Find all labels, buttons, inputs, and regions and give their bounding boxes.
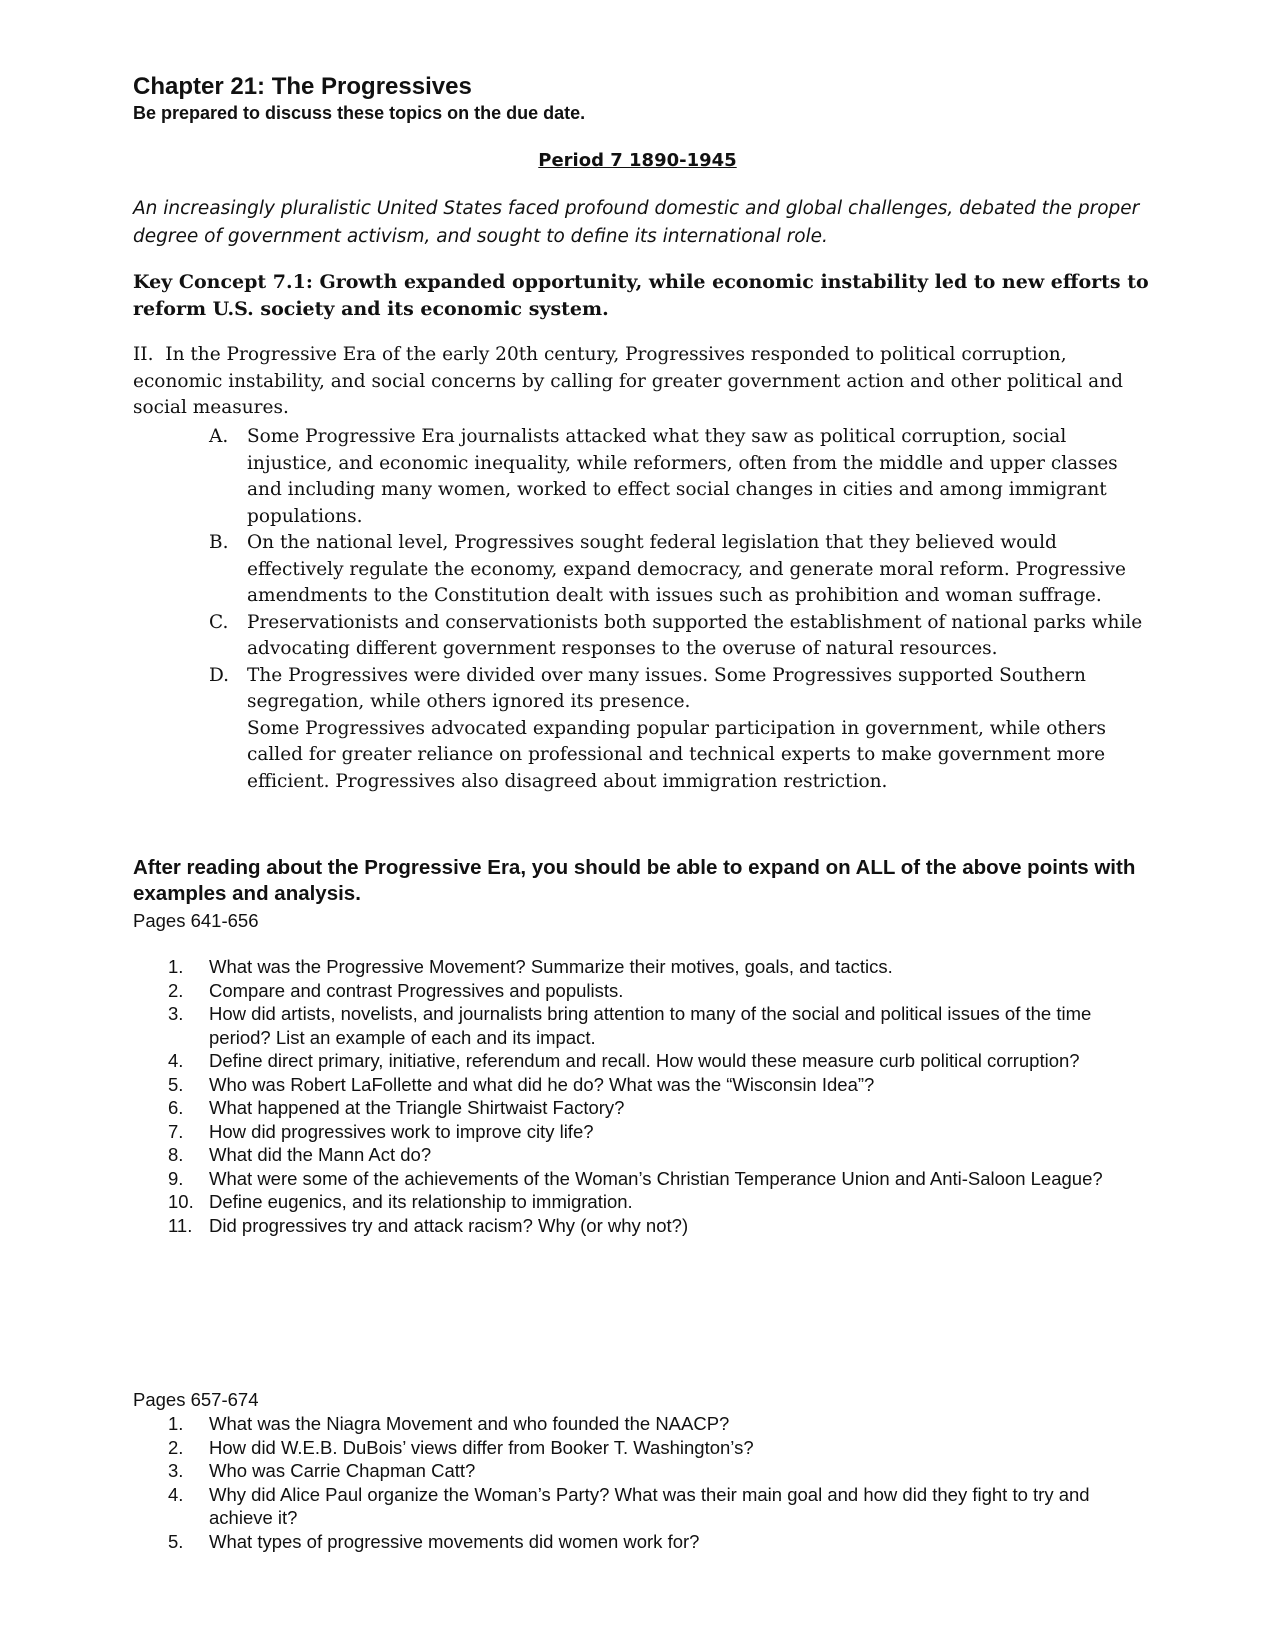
- question-item: [168, 1143, 1148, 1167]
- question-text: Why did Alice Paul organize the Woman’s Party? What was their main goal and how did they fight to try and achieve it?: [209, 1483, 1090, 1528]
- subpoint-marker: C.: [209, 611, 229, 633]
- question-number: 5.: [168, 1073, 184, 1095]
- question-list-1: [168, 955, 1148, 1237]
- question-text: How did W.E.B. DuBois’ views differ from Booker T. Washington’s?: [209, 1436, 754, 1458]
- question-item: [168, 1096, 1148, 1120]
- subpoint-marker: A.: [209, 426, 229, 447]
- question-number: 7.: [168, 1120, 184, 1142]
- subpoint-c: [209, 610, 1144, 663]
- question-text: How did progressives work to improve city life?: [209, 1120, 594, 1142]
- question-text: How did artists, novelists, and journalists bring attention to many of the social and political issues of the time period? List an example of each and its impact.: [209, 1003, 1092, 1048]
- subpoint-a: [209, 424, 1144, 530]
- question-number: 2.: [168, 979, 184, 1001]
- question-text: What happened at the Triangle Shirtwaist Factory?: [209, 1097, 625, 1118]
- question-item: [168, 1530, 1148, 1554]
- question-number: 6.: [168, 1097, 184, 1118]
- key-concept-text: Growth expanded opportunity, while economic instability led to new efforts to reform U.S. society and its economic system.: [133, 271, 1149, 320]
- question-text: What was the Progressive Movement? Summarize their motives, goals, and tactics.: [209, 956, 893, 977]
- question-text: Compare and contrast Progressives and populists.: [209, 979, 624, 1001]
- question-text: Define direct primary, initiative, referendum and recall. How would these measure curb political corruption?: [209, 1050, 1080, 1071]
- question-number: 4.: [168, 1050, 184, 1071]
- section-ii-subpoints: [209, 424, 1144, 795]
- question-number: 1.: [168, 956, 184, 977]
- question-number: 11.: [168, 1214, 193, 1236]
- question-item: [168, 1214, 1148, 1238]
- question-text: Who was Robert LaFollette and what did he do? What was the “Wisconsin Idea”?: [209, 1073, 875, 1095]
- question-number: 4.: [168, 1483, 184, 1505]
- question-item: [168, 1436, 1148, 1460]
- subpoint-text: The Progressives were divided over many issues. Some Progressives supported Southern segregation, while others ignored its presence.: [247, 664, 1086, 712]
- question-item: [168, 1412, 1148, 1436]
- question-list-2: [168, 1412, 1148, 1553]
- question-text: What was the Niagra Movement and who founded the NAACP?: [209, 1413, 730, 1434]
- question-item: [168, 1483, 1148, 1530]
- period-heading: Period 7 1890-1945: [538, 150, 737, 171]
- page-title: Chapter 21: The Progressives: [133, 73, 472, 100]
- question-item: [168, 979, 1148, 1003]
- section-ii: [133, 342, 1153, 422]
- question-item: [168, 1049, 1148, 1073]
- question-item: [168, 1459, 1148, 1483]
- subpoint-marker: D.: [209, 664, 230, 686]
- question-number: 3.: [168, 1460, 184, 1481]
- subpoint-marker: B.: [209, 532, 229, 553]
- section-ii-text: In the Progressive Era of the early 20th century, Progressives responded to political corruption, economic instability, and social concerns by calling for greater government action and other political and social measures.: [133, 344, 1123, 418]
- question-number: 9.: [168, 1167, 184, 1189]
- subpoint-text: Preservationists and conservationists both supported the establishment of national parks while advocating different government responses to the overuse of natural resources.: [247, 611, 1143, 659]
- question-item: [168, 1167, 1148, 1191]
- question-text: What types of progressive movements did women work for?: [209, 1530, 700, 1552]
- question-text: What did the Mann Act do?: [209, 1144, 432, 1165]
- key-concept: Key Concept 7.1: Growth expanded opportunity, while economic instability led to new efforts to reform U.S. society and its economic system.: [133, 271, 1149, 320]
- question-item: [168, 955, 1148, 979]
- pages-label-2: Pages 657-674: [133, 1389, 259, 1410]
- pages-label-1: Pages 641-656: [133, 910, 259, 931]
- question-item: [168, 1073, 1148, 1097]
- question-text: Who was Carrie Chapman Catt?: [209, 1460, 476, 1481]
- question-item: [168, 1190, 1148, 1214]
- question-number: 5.: [168, 1530, 184, 1552]
- question-number: 2.: [168, 1436, 184, 1458]
- subpoint-text: On the national level, Progressives sought federal legislation that they believed would effectively regulate the economy, expand democracy, and generate moral reform. Progressive amendments to the Constitution dealt with issues such as prohibition and woman suffrage.: [247, 532, 1126, 606]
- key-concept-label: Key Concept 7.1: [133, 271, 306, 293]
- subpoint-d: [209, 663, 1144, 796]
- question-number: 1.: [168, 1413, 184, 1434]
- question-number: 10.: [168, 1191, 194, 1212]
- question-item: [168, 1002, 1148, 1049]
- page-subtitle: Be prepared to discuss these topics on the due date.: [133, 103, 586, 123]
- question-number: 8.: [168, 1144, 184, 1165]
- question-text: Did progressives try and attack racism? Why (or why not?): [209, 1214, 689, 1236]
- period-intro: An increasingly pluralistic United States faced profound domestic and global challenges, debated the proper degree of government activism, and sought to define its international role.: [133, 198, 1140, 247]
- after-reading-note: After reading about the Progressive Era, you should be able to expand on ALL of the above points with examples and analysis.: [133, 856, 1136, 905]
- question-text: What were some of the achievements of the Woman’s Christian Temperance Union and Anti-Saloon League?: [209, 1167, 1103, 1189]
- question-text: Define eugenics, and its relationship to immigration.: [209, 1191, 633, 1212]
- subpoint-extra-text: Some Progressives advocated expanding popular participation in government, while others called for greater reliance on professional and technical experts to make government more efficient. Progressives also disagreed about immigration restriction.: [247, 717, 1106, 792]
- subpoint-b: [209, 530, 1144, 610]
- section-ii-numeral: II.: [133, 344, 154, 365]
- subpoint-text: Some Progressive Era journalists attacked what they saw as political corruption, social injustice, and economic inequality, while reformers, often from the middle and upper classes and including many women, worked to effect social changes in cities and among immigrant populations.: [247, 426, 1118, 527]
- question-number: 3.: [168, 1003, 184, 1024]
- question-item: [168, 1120, 1148, 1144]
